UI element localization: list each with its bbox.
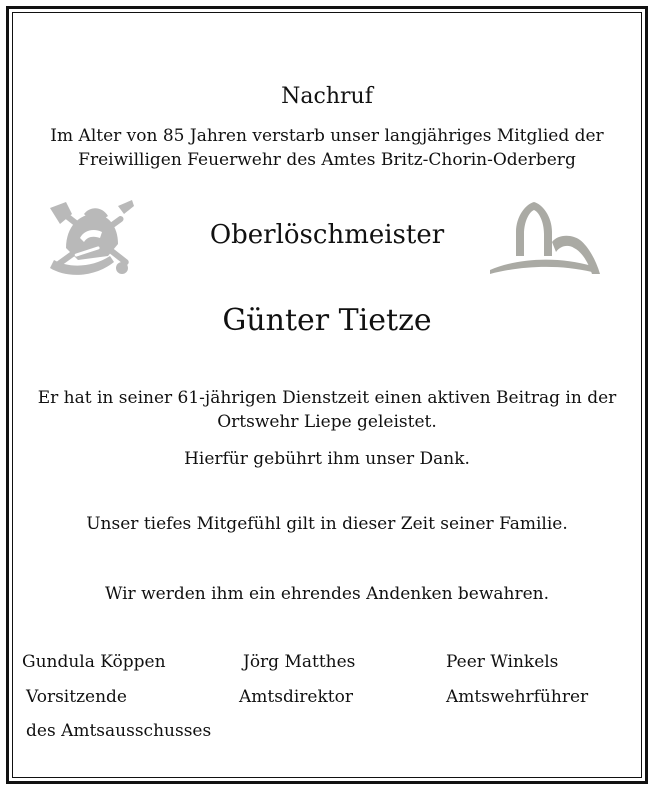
deceased-name: Günter Tietze <box>222 303 432 338</box>
signatory-2-title: Amtsdirektor <box>239 687 353 707</box>
intro-text <box>0 124 654 172</box>
signatory-1-name: Gundula Köppen <box>22 652 166 672</box>
signatory-3-title: Amtswehrführer <box>446 687 589 707</box>
signatory-1-title-line-2: des Amtsausschusses <box>26 721 212 741</box>
signatory-2-name: Jörg Matthes <box>243 652 356 672</box>
intro-line-2: Freiwilligen Feuerwehr des Amtes Britz-Chorin-Oderberg <box>78 150 576 170</box>
municipal-logo-icon <box>488 198 604 278</box>
signatory-1-title-line-1: Vorsitzende <box>26 687 127 707</box>
remembrance-text: Wir werden ihm ein ehrendes Andenken bewahren. <box>104 584 550 604</box>
rank-title: Oberlöschmeister <box>209 220 445 250</box>
service-line-1: Er hat in seiner 61-jährigen Dienstzeit einen aktiven Beitrag in der <box>37 388 617 408</box>
intro-line-1: Im Alter von 85 Jahren verstarb unser langjähriges Mitglied der <box>50 126 604 146</box>
service-line-2: Ortswehr Liepe geleistet. <box>217 412 437 432</box>
heading: Nachruf <box>281 84 373 109</box>
condolence-text: Unser tiefes Mitgefühl gilt in dieser Zeit seiner Familie. <box>86 514 568 534</box>
service-text <box>0 386 654 434</box>
thanks-text: Hierfür gebührt ihm unser Dank. <box>184 449 470 469</box>
signatory-3-name: Peer Winkels <box>446 652 559 672</box>
